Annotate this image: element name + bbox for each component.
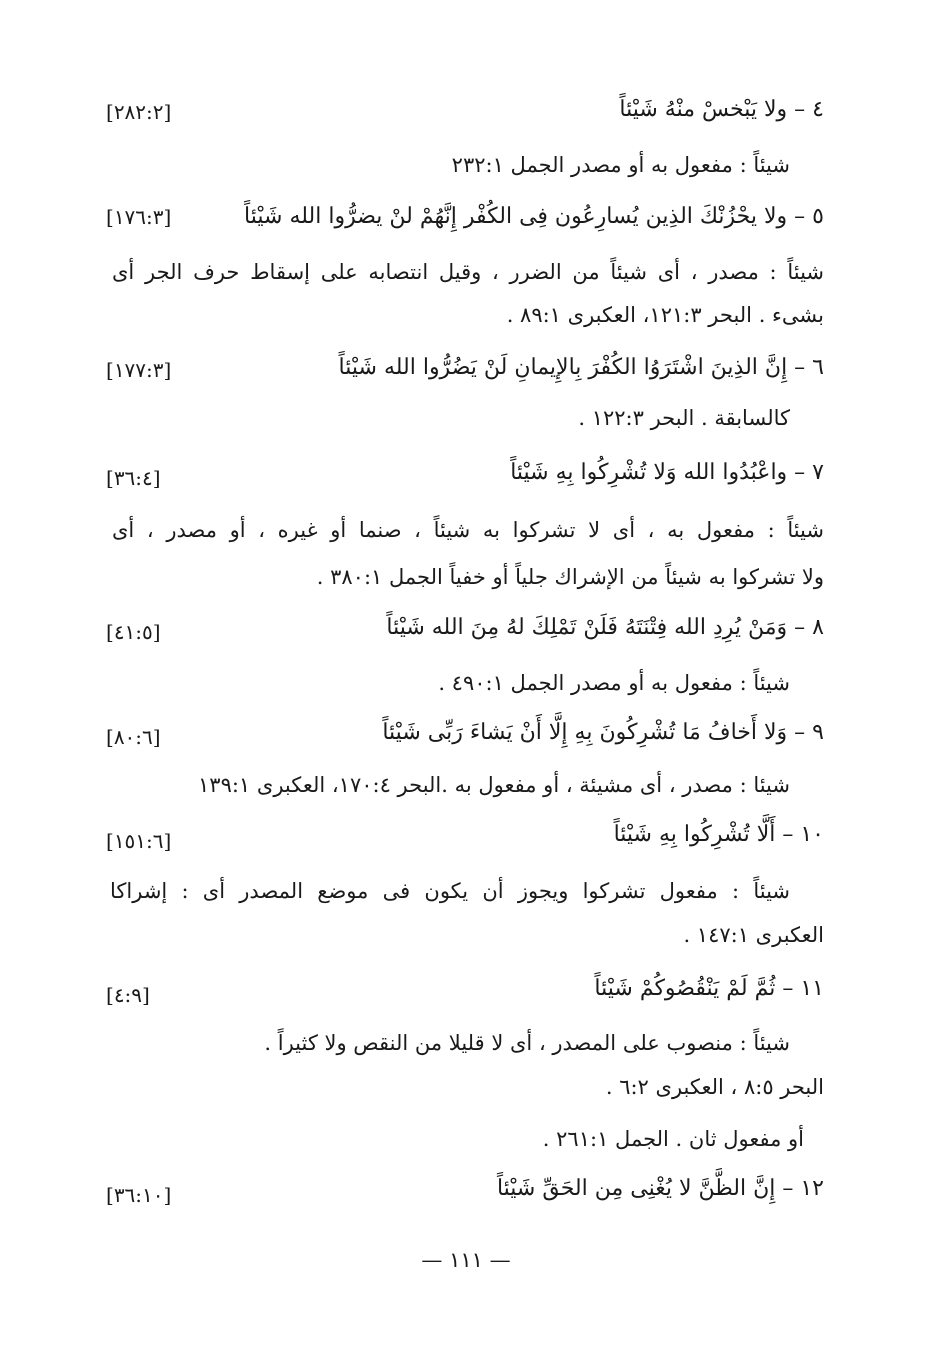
verse-reference-12: [٣٦:١٠] [106, 1183, 172, 1207]
verse-reference-5: [١٧٦:٣] [106, 205, 172, 229]
note-8-line-1: شيئاً : مفعول به أو مصدر الجمل ٤٩٠:١ . [438, 671, 790, 695]
note-5-line-2: بشىء . البحر ١٢١:٣، العكبرى ٨٩:١ . [506, 303, 824, 327]
note-7-line-1: شيئاً : مفعول به ، أى لا تشركوا به شيئاً ، صنما أو غيره ، أو مصدر ، أى [112, 518, 824, 542]
verse-7: ٧ – واعْبُدُوا الله وَلا تُشْرِكُوا بِهِ شَيْئاً [510, 460, 824, 485]
verse-8: ٨ – وَمَنْ يُرِدِ الله فِتْنَتَهُ فَلَنْ تَمْلِكَ لهُ مِنَ الله شَيْئاً [386, 615, 824, 640]
note-7-line-2: ولا تشركوا به شيئاً من الإشراك جلياً أو خفياً الجمل ٣٨٠:١ . [316, 565, 824, 589]
verse-4: ٤ – ولا يَبْخسْ منْهُ شَيْئاً [619, 97, 824, 122]
note-11-line-3: أو مفعول ثان . الجمل ٢٦١:١ . [542, 1127, 804, 1151]
verse-12: ١٢ – إِنَّ الظَّنَّ لا يُغْنِى مِن الحَقِّ شَيْئاً [496, 1176, 824, 1201]
note-11-line-2: البحر ٨:٥ ، العكبرى ٦:٢ . [605, 1075, 824, 1099]
verse-reference-8: [٤١:٥] [106, 620, 161, 644]
verse-reference-11: [٤:٩] [106, 983, 150, 1007]
verse-reference-7: [٣٦:٤] [106, 466, 161, 490]
verse-reference-4: [٢٨٢:٢] [106, 100, 172, 124]
verse-9: ٩ – وَلا أَخافُ مَا تُشْرِكُونَ بِهِ إِلَّا أَنْ يَشاءَ رَبِّى شَيْئاً [382, 720, 824, 745]
verse-reference-10: [١٥١:٦] [106, 829, 172, 853]
note-5-line-1: شيئاً : مصدر ، أى شيئاً من الضرر ، وقيل انتصابه على إسقاط حرف الجر أى [112, 260, 824, 284]
note-9-line-1: شيئا : مصدر ، أى مشيئة ، أو مفعول به .البحر ١٧٠:٤، العكبرى ١٣٩:١ [198, 773, 790, 797]
note-4-line-1: شيئاً : مفعول به أو مصدر الجمل ٢٣٢:١ [451, 153, 790, 177]
page-number: — ١١١ — [421, 1248, 511, 1272]
verse-6: ٦ – إِنَّ الذِينَ اشْتَرَوُا الكُفْرَ بِالإِيمانِ لَنْ يَضُرُّوا الله شَيْئاً [338, 355, 824, 380]
note-6-line-1: كالسابقة . البحر ١٢٢:٣ . [578, 406, 790, 430]
verse-5: ٥ – ولا يحْزُنْكَ الذِين يُسارِعُون فِى الكُفْر إِنَّهُمْ لنْ يضرُّوا الله شَيْئاً [244, 204, 824, 229]
verse-reference-6: [١٧٧:٣] [106, 358, 172, 382]
verse-11: ١١ – ثُمَّ لَمْ يَنْقُصُوكُمْ شَيْئاً [594, 976, 824, 1001]
note-10-line-2: العكبرى ١٤٧:١ . [683, 923, 824, 947]
note-11-line-1: شيئاً : منصوب على المصدر ، أى لا قليلا من النقص ولا كثيراً . [264, 1031, 790, 1055]
verse-reference-9: [٨٠:٦] [106, 725, 161, 749]
verse-10: ١٠ – أَلَّا تُشْرِكُوا بِهِ شَيْئاً [613, 822, 824, 847]
note-10-line-1: شيئاً : مفعول تشركوا ويجوز أن يكون فى موضع المصدر أى : إشراكا [110, 879, 790, 903]
